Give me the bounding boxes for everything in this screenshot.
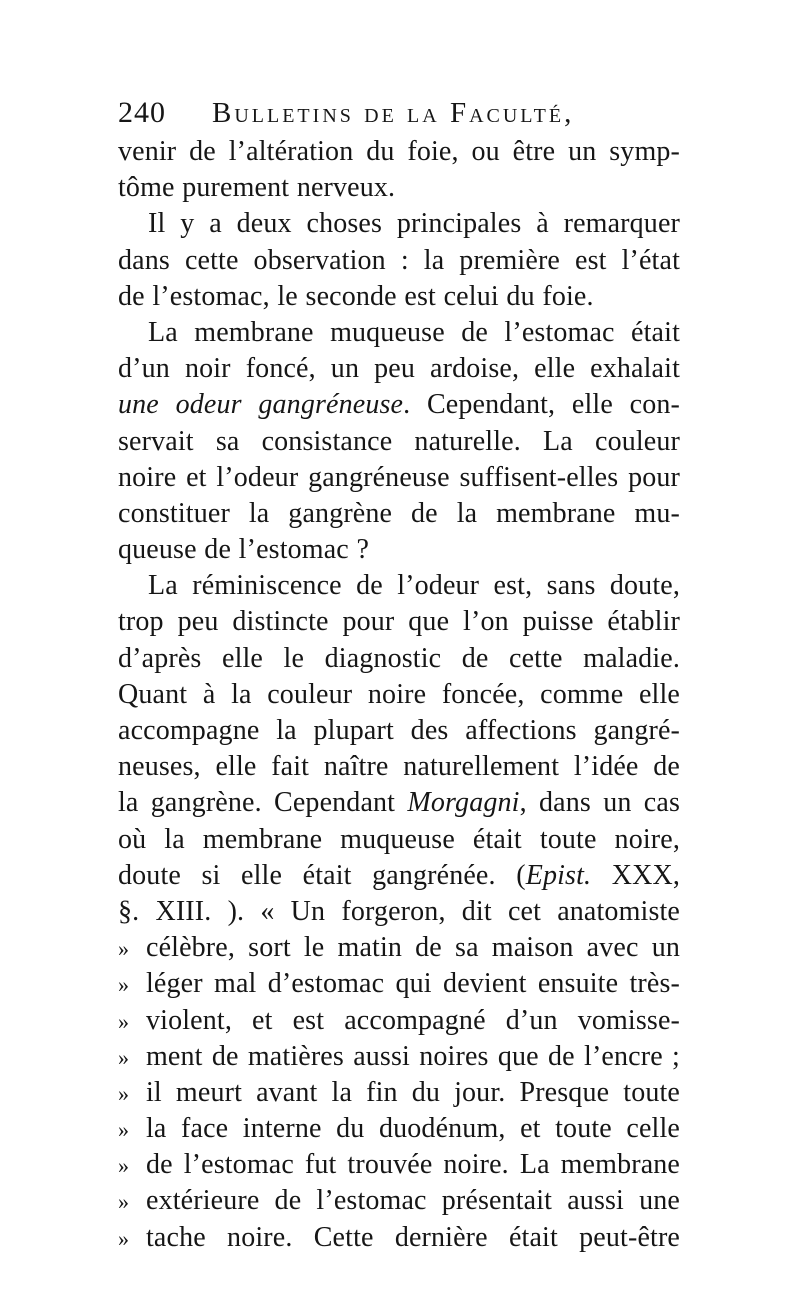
quoted-text — [146, 1039, 680, 1075]
text-line — [118, 822, 680, 858]
quoted-text — [146, 930, 680, 966]
text-segment: célèbre, sort le matin de sa maison avec un — [146, 932, 680, 964]
text-segment: la gangrène. Cependant — [118, 787, 408, 819]
text-line — [118, 641, 680, 677]
quoted-text — [146, 1147, 680, 1183]
text-line — [118, 243, 680, 279]
text-segment: , dans un cas — [519, 787, 680, 819]
text-segment: trop peu distincte pour que l’on puisse établir — [118, 606, 680, 638]
quoted-text — [146, 1003, 680, 1039]
quote-mark: » — [118, 1044, 130, 1070]
text-line — [118, 279, 680, 315]
text-line — [118, 315, 680, 351]
text-segment: la face interne du duodénum, et toute celle — [146, 1113, 680, 1145]
text-line — [118, 1039, 680, 1075]
text-segment: noire et l’odeur gangréneuse suffisent-elles pour — [118, 461, 680, 493]
text-line — [118, 1003, 680, 1039]
text-segment: d’un noir foncé, un peu ardoise, elle exhalait — [118, 353, 680, 385]
page-number: 240 — [118, 96, 166, 129]
text-line — [118, 1111, 680, 1147]
text-line — [118, 1220, 680, 1256]
quote-mark: » — [118, 1008, 130, 1034]
running-head: Bulletins de la Faculté, — [212, 97, 575, 129]
quote-mark: » — [118, 1225, 130, 1251]
quoted-text — [146, 1111, 680, 1147]
text-segment: accompagne la plupart des affections gangré- — [118, 715, 680, 746]
text-line — [118, 134, 680, 170]
text-segment: doute si elle était gangrénée. ( — [118, 859, 526, 891]
text-segment: d’après elle le diagnostic de cette maladie. — [118, 642, 680, 674]
text-line — [118, 1147, 680, 1183]
text-segment: Il y a deux choses principales à remarquer — [148, 208, 680, 240]
text-segment: dans cette observation : la première est l’état — [118, 244, 680, 276]
text-segment: de l’estomac fut trouvée noire. La membrane — [146, 1149, 680, 1181]
text-segment: il meurt avant la fin du jour. Presque toute — [146, 1076, 680, 1108]
text-line — [118, 604, 680, 640]
text-segment: venir de l’altération du foie, ou être un symp- — [118, 136, 680, 167]
text-segment: de l’estomac, le seconde est celui du foie. — [118, 280, 594, 312]
text-segment: extérieure de l’estomac présentait aussi une — [146, 1185, 680, 1217]
italic-text: Morgagni — [407, 787, 520, 819]
text-segment: tôme purement nerveux. — [118, 172, 396, 204]
text-segment: Quant à la couleur noire foncée, comme elle — [118, 678, 680, 710]
text-line — [118, 387, 680, 423]
text-line — [118, 351, 680, 387]
text-segment: XXX, — [591, 859, 680, 891]
quote-mark: » — [118, 936, 130, 962]
page-header — [118, 93, 688, 133]
text-segment: tache noire. Cette dernière était peut-être — [146, 1221, 680, 1253]
text-segment: où la membrane muqueuse était toute noire, — [118, 823, 680, 855]
text-line — [118, 858, 680, 894]
text-line — [118, 170, 680, 206]
quote-mark: » — [118, 972, 130, 998]
text-line — [118, 532, 680, 568]
text-line — [118, 713, 680, 749]
text-segment: neuses, elle fait naître naturellement l’idée de — [118, 751, 680, 783]
text-segment: La membrane muqueuse de l’estomac était — [148, 316, 680, 348]
text-line — [118, 677, 680, 713]
quote-mark: » — [118, 1117, 130, 1143]
text-segment: queuse de l’estomac ? — [118, 534, 370, 566]
text-line — [118, 749, 680, 785]
text-line — [118, 424, 680, 460]
text-segment: ment de matières aussi noires que de l’encre ; — [146, 1040, 680, 1072]
quote-mark: » — [118, 1189, 130, 1215]
italic-text: Epist. — [525, 859, 592, 891]
text-segment: violent, et est accompagné d’un vomisse- — [146, 1004, 680, 1036]
italic-text: une odeur gangréneuse — [118, 389, 404, 421]
quote-mark: » — [118, 1153, 130, 1179]
quoted-text — [146, 1183, 680, 1219]
text-segment: constituer la gangrène de la membrane mu- — [118, 497, 680, 529]
text-segment: La réminiscence de l’odeur est, sans doute, — [148, 570, 680, 602]
text-line — [118, 930, 680, 966]
text-line — [118, 894, 680, 930]
text-line — [118, 206, 680, 242]
quote-mark: » — [118, 1080, 130, 1106]
text-segment: servait sa consistance naturelle. La couleur — [118, 425, 680, 457]
body-text — [118, 134, 680, 1256]
quoted-text — [146, 966, 680, 1002]
text-segment: . Cependant, elle con- — [403, 389, 680, 421]
text-line — [118, 785, 680, 821]
text-line — [118, 1075, 680, 1111]
text-line — [118, 460, 680, 496]
text-line — [118, 568, 680, 604]
text-line — [118, 966, 680, 1002]
text-line — [118, 496, 680, 532]
text-segment: léger mal d’estomac qui devient ensuite très- — [146, 968, 680, 1000]
quoted-text — [146, 1220, 680, 1256]
quoted-text — [146, 1075, 680, 1111]
text-line — [118, 1183, 680, 1219]
text-segment: §. XIII. ). « Un forgeron, dit cet anatomiste — [118, 895, 680, 927]
